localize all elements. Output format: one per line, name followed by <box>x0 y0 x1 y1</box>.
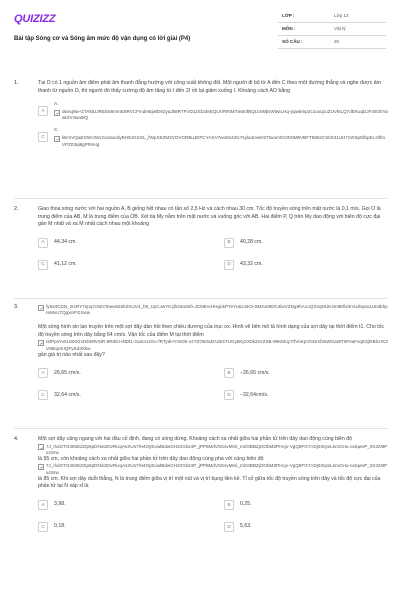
option-text: 43,32 cm. <box>240 260 263 267</box>
image-alt-text: kEmVQaEGWcWcrzvaSacdyEH9JGSGL_fWpXEZM2VOVGRBuJEPCYAXV7wo0n4Zlc7syla4mwK575xamhGzE9M8VBFT886zCSIlS31UH7cWSpDlbpEc-0lfmVPZ03qi8gPRsHg <box>62 135 386 147</box>
option-text: 41,12 cm. <box>54 260 77 267</box>
worksheet-meta <box>278 10 386 66</box>
question-number: 1. <box>14 80 19 86</box>
broken-image <box>54 135 388 147</box>
option-text: 44,34 cm. <box>54 238 77 245</box>
meta-class-value: Lớp 12 <box>334 12 349 18</box>
option-letter: C <box>38 390 48 400</box>
image-alt-text: 7J_rloiOTO4I6IEZztp9pDNot2DvRUqAsXUs7lH4OyEowlBdwGHZzGk24P_jPP8MdV0GsvMml_m2OBBZjOObMZPHcjv-VgQ8FG7ADj03njmLkmGHu-oxtqwvP_0X3zMPx4Srw <box>46 443 388 455</box>
option-image-block <box>54 128 388 147</box>
option-b[interactable] <box>224 237 388 249</box>
question-body <box>38 206 388 271</box>
question-number: 2. <box>14 206 19 212</box>
option-b[interactable] <box>224 499 388 511</box>
question-3 <box>14 304 388 401</box>
options-grid <box>38 237 388 271</box>
option-letter: C <box>38 132 48 142</box>
broken-image <box>38 444 388 456</box>
meta-subject-label: MÔN : <box>282 25 296 31</box>
question-text-continued: là 95 cm, còn khoảng cách xa nhất giữa hai phần tử trên dây dao động cùng pha với cùng biên độ <box>38 455 264 462</box>
option-text: 0,25. <box>240 501 252 508</box>
divider <box>14 298 388 299</box>
meta-class-label: LỚP : <box>282 12 295 18</box>
meta-subject-value: Vật lý <box>334 25 346 31</box>
meta-class-row <box>278 10 386 23</box>
option-a[interactable] <box>38 237 202 249</box>
option-text: 5,63. <box>240 523 252 530</box>
question-2 <box>14 206 388 271</box>
option-image-block <box>54 102 388 121</box>
meta-count-label: SỐ CÂU : <box>282 38 303 44</box>
option-d[interactable] <box>224 521 388 533</box>
image-alt-text: dwnq9w-GTAktUJREilxt8mmE5RVCFmde6tjwlD62yaJb8R7FVD11fcl2deEQUVRRtM7xk8ofBQLtmMjEWtwILHq-pqw8mp2c1uxq1uZUVkILQ7dEKuqDJF45ObYaak2V4wa9lQ <box>62 109 388 121</box>
question-text: Một sợi dây căng ngang với hai đầu cố định, đang có sóng dừng. Khoảng cách xa nhất giữa hai phần tử trên dây dao động cùng biên độ <box>38 436 352 442</box>
question-text: Tại O có 1 nguồn âm điểm phát âm thanh đẳng hướng với công suất không đổi. Một người đi bộ từ A đến C theo một đường thẳng và nghe được âm thanh từ nguồn O, thì người đó thấy cường độ âm tăng từ I đến 2I rồi lại giảm xuống I. Khoảng cách AO bằng <box>38 80 381 94</box>
broken-image <box>54 109 388 121</box>
option-a[interactable] <box>38 499 202 511</box>
broken-image <box>38 463 388 475</box>
broken-image-icon <box>38 444 44 450</box>
options-grid <box>38 367 388 401</box>
option-letter: A <box>38 238 48 248</box>
broken-image-icon <box>38 340 44 346</box>
worksheet-title: Bài tập Sóng cơ và Sóng âm mức độ vận dụng có lời giải (P4) <box>14 35 191 42</box>
option-b[interactable] <box>224 367 388 379</box>
broken-image <box>38 339 388 351</box>
option-letter: D <box>224 522 234 532</box>
question-body <box>38 436 388 533</box>
option-text: 26,65 cm/s. <box>54 369 81 376</box>
option-d[interactable] <box>224 389 388 401</box>
image-alt-text: 7J_rloiOTO4I6IEZztp9pDNot2DvRUqAsXUs7lH4OyEowlBdwGHZzGk24P_jPP8MdV0GsvMml_m2OBBZjOObMZPHcjv-VgQ8FG7ADj03njmLkmGHu-oxtqwvP_0X3zMPx4Srw <box>46 463 388 475</box>
option-text: 3,98. <box>54 501 66 508</box>
option-letter: C <box>38 260 48 270</box>
question-text: Giao thoa sóng nước với hai nguồn A, B giống hệt nhau có tần số 2,5 Hz và cách nhau 30 cm. Tốc độ truyền sóng trên mặt nước là 0,1 m/s. Gọi O là trung điểm của AB, M là trung điểm của OB. Xét tia My nằm trên mặt nước và vuông góc với AB. Hai điểm P, Q trên My dao động với biên độ cực đại gần M nhất và xa M nhất cách nhau một khoảng <box>38 206 381 228</box>
question-number: 3. <box>14 304 19 310</box>
question-body <box>38 80 388 148</box>
option-a[interactable] <box>38 102 388 121</box>
brand-block <box>14 12 190 66</box>
meta-count-row <box>278 36 386 49</box>
option-label: A. <box>54 102 59 108</box>
option-text: 32,64 cm/s. <box>54 391 81 398</box>
question-text-continued: là 85 cm. Khi sợi dây duỗi thẳng, N là trung điểm giữa vị trí một nút và vị trí bụng liền kề. Tỉ số giữa tốc độ truyền sóng trên dây và tốc độ cực đại của phần tử tại N xấp xỉ là <box>38 475 381 490</box>
option-c[interactable] <box>38 128 388 147</box>
page-header <box>14 0 386 66</box>
question-body <box>38 304 388 401</box>
option-label: C. <box>54 128 59 134</box>
divider <box>14 428 388 429</box>
option-a[interactable] <box>38 367 202 379</box>
option-c[interactable] <box>38 259 202 271</box>
option-c[interactable] <box>38 389 202 401</box>
option-letter: A <box>38 500 48 510</box>
option-c[interactable] <box>38 521 202 533</box>
question-text-continued: gần giá trị nào nhất sau đây? <box>38 351 105 358</box>
option-text: 40,28 cm. <box>240 238 263 245</box>
option-letter: B <box>224 238 234 248</box>
divider <box>14 198 388 199</box>
option-letter: D <box>224 260 234 270</box>
quizizz-logo: QUIZIZZ <box>14 13 56 25</box>
option-letter: A <box>38 368 48 378</box>
option-d[interactable] <box>224 259 388 271</box>
options-grid <box>38 499 388 533</box>
broken-image-icon <box>38 305 44 311</box>
option-letter: B <box>224 500 234 510</box>
broken-image-icon <box>54 136 60 142</box>
image-alt-text: fy634CDN_2tcRY7npq7c9ZxTewv626bZSUV4_h9_UyCJwYKJjh25aS5h-JC68HcHHgnkPYeYu6zJ3Oi-SMzu09DC4lwVZDg9hA1oQX2qNUK4m8EllxlKVuJbqsu1UtvtbhpreMxU7QgxinFGXww <box>46 304 388 316</box>
option-letter: C <box>38 522 48 532</box>
option-text: −26,65 cm/s. <box>240 369 270 376</box>
broken-image <box>38 304 388 316</box>
question-4 <box>14 436 388 533</box>
broken-image-icon <box>54 110 60 116</box>
option-letter: A <box>38 106 48 116</box>
meta-subject-row <box>278 23 386 36</box>
option-text: −32,64cm/s. <box>240 391 269 398</box>
broken-image-icon <box>38 464 44 470</box>
option-letter: B <box>224 368 234 378</box>
question-1 <box>14 80 388 148</box>
question-number: 4. <box>14 436 19 442</box>
option-text: 0,18. <box>54 523 66 530</box>
meta-count-value: 20 <box>334 38 340 44</box>
question-text: Một sóng hình sin lan truyền trên một sợi dây dàn hồi theo chiều dương của trục ox. Hình vẽ bên mô tả hình dạng của sợi dây tại thời điểm t1. Cho tốc độ truyền sóng trên dây bằng 64 cm/s. Vận tốc của điểm M tại thời điểm <box>38 324 385 338</box>
image-alt-text: n0PpsYv5USKKh4XbMlVSiR-8Rd5-HNDl1-GuKnxzOo-fRTydHYrSDE-xzTZO52aDA2EsTUGy6KjOX0k2GrZSB-99KMuy7rfVoKpVGDmf3sWGaWT5FeaFvqE3jlXBhzrK3V9btqoKIQFyKd3Xkw <box>46 339 388 351</box>
option-letter: D <box>224 390 234 400</box>
